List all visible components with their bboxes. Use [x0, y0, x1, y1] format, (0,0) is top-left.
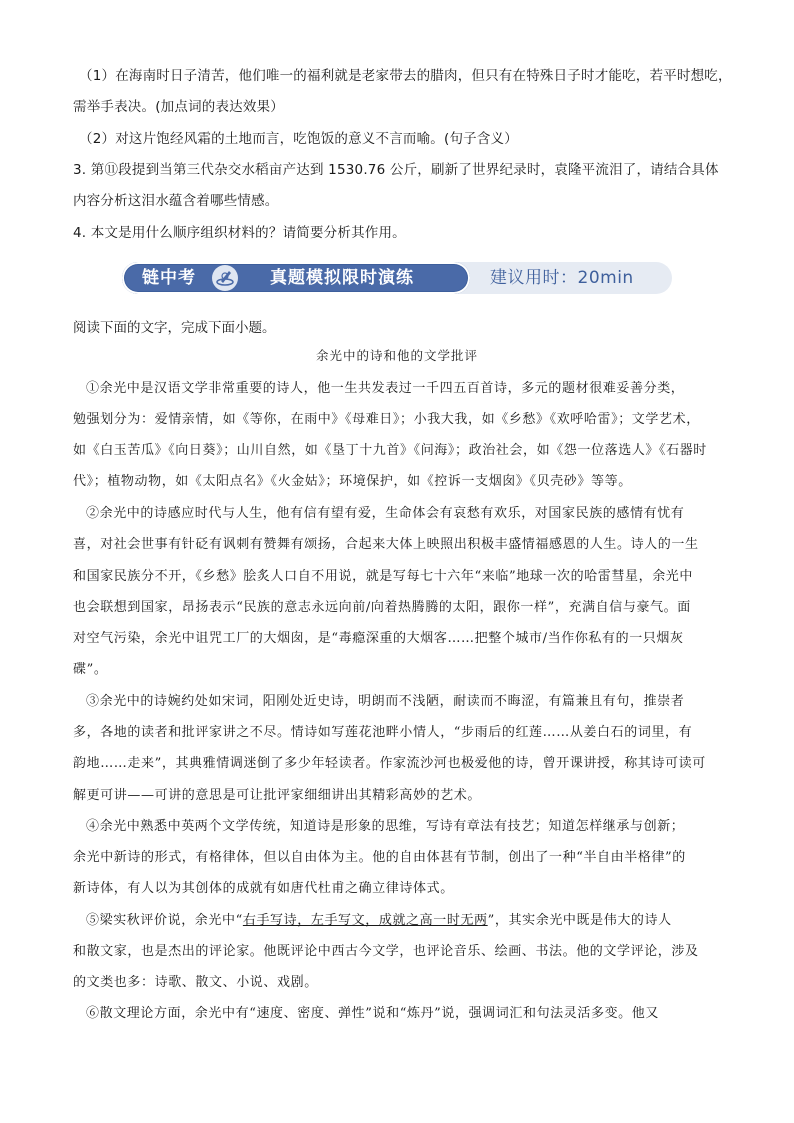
- essay-p3-line4: 解更可讲——可讲的意思是可让批评家细细讲出其精彩高妙的艺术。: [73, 788, 482, 803]
- essay-p4-line3: 新诗体，有人以为其创体的成就有如唐代杜甫之确立律诗体式。: [73, 881, 454, 896]
- writing-icon: [212, 265, 238, 291]
- essay-p2-line5: 对空气污染，余光中诅咒工厂的大烟囱，是“毒瘾深重的大烟客……把整个城市/当作你私有的一只烟灰: [73, 631, 684, 646]
- essay-p1-line3: 如《白玉苦瓜》《向日葵》；山川自然，如《垦丁十九首》《问海》；政治社会，如《怨一位落选人》《石器时: [73, 443, 707, 458]
- essay-p2-line3: 和国家民族分不开，《乡愁》脍炙人口自不用说，就是写每七十六年“来临”地球一次的哈雷彗星，余光中: [73, 569, 693, 584]
- essay-p6-line1: ⑥散文理论方面，余光中有“速度、密度、弹性”说和“炼丹”说，强调词汇和句法灵活多变。他又: [86, 1006, 659, 1021]
- question-3-line1: 3. 第⑪段提到当第三代杂交水稻亩产达到 1530.76 公斤，刷新了世界纪录时，袁隆平流泪了，请结合具体: [73, 162, 719, 178]
- question-2-sub2: （2）对这片饱经风霜的土地而言，吃饱饭的意义不言而喻。(句子含义）: [79, 131, 518, 147]
- essay-p3-line3: 韵地……走来”，其典雅情调迷倒了多少年轻读者。作家流沙河也极爱他的诗，曾开课讲授，称其诗可读可: [73, 756, 706, 771]
- essay-p5-line2: 和散文家，也是杰出的评论家。他既评论中西古今文学，也评论音乐、绘画、书法。他的文学评论，涉及: [73, 944, 699, 959]
- essay-p3-line2: 多，各地的读者和批评家讲之不尽。情诗如写莲花池畔小情人，“步雨后的红莲……从姜白石的词里，有: [73, 725, 693, 740]
- question-2-sub1-line1: （1）在海南时日子清苦，他们唯一的福利就是老家带去的腊肉，但只有在特殊日子时才能吃，若平时想吃，: [79, 68, 732, 84]
- section-banner: [122, 262, 672, 294]
- essay-p3-line1: ③余光中的诗婉约处如宋词，阳刚处近史诗，明朗而不浅陋，耐读而不晦涩，有篇兼且有句，推崇者: [86, 694, 685, 709]
- essay-p2-line6: 碟”。: [73, 662, 108, 677]
- essay-title: 余光中的诗和他的文学批评: [315, 348, 478, 363]
- banner-title: 真题模拟限时演练: [270, 268, 414, 288]
- question-2-sub1-line2: 需举手表决。(加点词的表达效果）: [73, 99, 284, 115]
- essay-p2-line1: ②余光中的诗感应时代与人生，他有信有望有爱，生命体会有哀愁有欢乐，对国家民族的感情有忧有: [86, 506, 685, 521]
- essay-p4-line2: 余光中新诗的形式，有格律体，但以自由体为主。他的自由体甚有节制，创出了一种“半自由半格律”的: [73, 850, 686, 865]
- banner-time-suggestion: 建议用时：20min: [490, 268, 634, 288]
- essay-p1-line2: 勉强划分为：爱情亲情，如《等你，在雨中》《母难日》；小我大我，如《乡愁》《欢呼哈雷》；文学艺术，: [73, 412, 700, 427]
- essay-p5-line3: 的文类也多：诗歌、散文、小说、戏剧。: [73, 975, 318, 990]
- essay-p5-underlined-quote: 右手写诗，左手写文，成就之高一时无两: [242, 913, 488, 928]
- essay-p2-line2: 喜，对社会世事有针砭有讽刺有赞舞有颂扬，合起来大体上映照出积极丰盛情福感恩的人生。诗人的一生: [73, 537, 699, 552]
- question-4: 4. 本文是用什么顺序组织材料的？请简要分析其作用。: [73, 225, 406, 241]
- essay-p5-line1: [86, 911, 723, 931]
- banner-tag: 链中考: [142, 268, 196, 288]
- essay-p4-line1: ④余光中熟悉中英两个文学传统，知道诗是形象的思维，写诗有章法有技艺；知道怎样继承与创新；: [86, 819, 685, 834]
- question-3-line2: 内容分析这泪水蕴含着哪些情感。: [73, 193, 279, 209]
- essay-p2-line4: 也会联想到国家，昂扬表示“民族的意志永远向前/向着热腾腾的太阳，跟你一样”，充满自信与豪气。面: [73, 600, 691, 615]
- essay-p5-line1-post: ”，其实余光中既是伟大的诗人: [487, 913, 672, 928]
- reading-instruction: 阅读下面的文字，完成下面小题。: [73, 320, 276, 336]
- essay-p1-line1: ①余光中是汉语文学非常重要的诗人，他一生共发表过一千四五百首诗，多元的题材很难妥善分类，: [86, 381, 685, 396]
- essay-p1-line4: 代》；植物动物，如《太阳点名》《火金姑》；环境保护，如《控诉一支烟囱》《贝壳砂》等等。: [73, 474, 632, 489]
- essay-p5-line1-pre: ⑤梁实秋评价说，余光中“: [86, 913, 243, 928]
